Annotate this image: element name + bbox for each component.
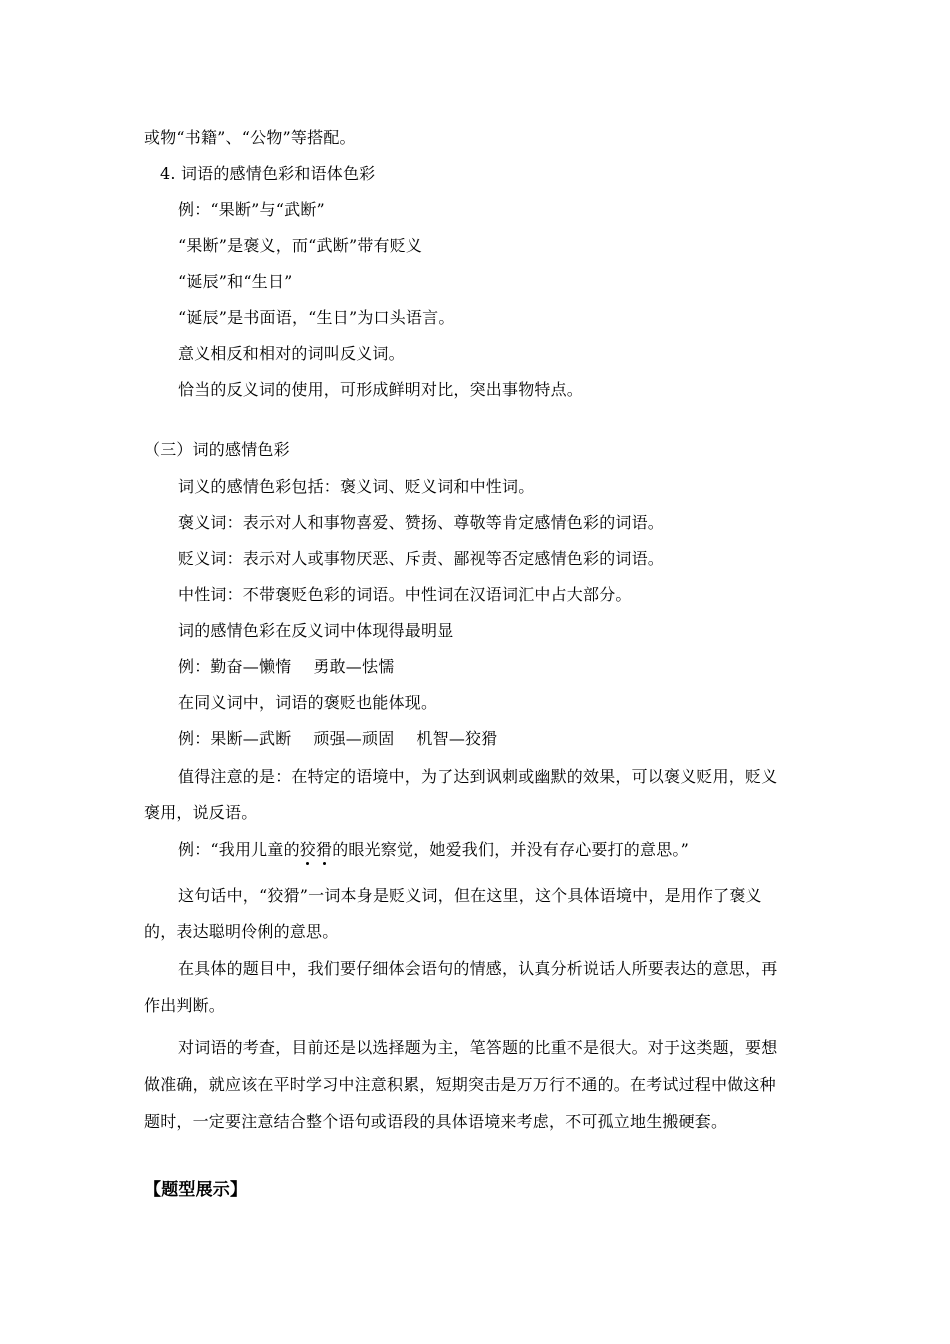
text-line: 作出判断。 <box>144 996 226 1015</box>
section-title: 【题型展示】 <box>144 1180 248 1200</box>
text-line: “诞辰”是书面语，“生日”为口头语言。 <box>178 308 455 327</box>
section-heading-3: （三）词的感情色彩 <box>144 440 290 459</box>
section-heading-4: 4. 词语的感情色彩和语体色彩 <box>160 164 376 183</box>
emphasis-char: 猾 <box>315 840 333 859</box>
example-pair: 例：勤奋—懒惰 <box>178 657 292 676</box>
text-line: 或物“书籍”、“公物”等搭配。 <box>144 128 356 147</box>
text-line: 恰当的反义词的使用，可形成鲜明对比，突出事物特点。 <box>178 380 584 399</box>
text-line: 中性词：不带褒贬色彩的词语。中性词在汉语词汇中占大部分。 <box>178 585 632 604</box>
text-line: “诞辰”和“生日” <box>178 272 293 291</box>
emphasis-char: 狡 <box>299 840 316 859</box>
text-line: 在同义词中，词语的褒贬也能体现。 <box>178 693 438 712</box>
text-line: “果断”是褒义，而“武断”带有贬义 <box>178 236 423 255</box>
text-line: 贬义词：表示对人或事物厌恶、斥责、鄙视等否定感情色彩的词语。 <box>178 549 665 568</box>
text-line: 褒用，说反语。 <box>144 803 258 822</box>
example-quote-line <box>178 840 689 860</box>
text-line: 做准确，就应该在平时学习中注意积累，短期突击是万万行不通的。在考试过程中做这种 <box>144 1075 776 1094</box>
quote-text: 的眼光察觉，她爱我们，并没有存心要打的意思。” <box>332 840 689 859</box>
text-line: 这句话中，“狡猾”一词本身是贬义词，但在这里，这个具体语境中，是用作了褒义 <box>178 886 762 905</box>
example-line <box>178 729 497 749</box>
text-line: 值得注意的是：在特定的语境中，为了达到讽刺或幽默的效果，可以褒义贬用，贬义 <box>178 767 778 786</box>
text-line: 意义相反和相对的词叫反义词。 <box>178 344 405 363</box>
text-line: 题时，一定要注意结合整个语句或语段的具体语境来考虑，不可孤立地生搬硬套。 <box>144 1112 728 1131</box>
example-line <box>178 657 394 677</box>
text-line: 的，表达聪明伶俐的意思。 <box>144 922 339 941</box>
example-pair: 勇敢—怯懦 <box>313 657 395 676</box>
text-line: 褒义词：表示对人和事物喜爱、赞扬、尊敬等肯定感情色彩的词语。 <box>178 513 665 532</box>
text-line: 在具体的题目中，我们要仔细体会语句的情感，认真分析说话人所要表达的意思，再 <box>178 959 778 978</box>
quote-text: 例：“我用儿童的 <box>178 840 300 859</box>
text-line: 对词语的考查，目前还是以选择题为主，笔答题的比重不是很大。对于这类题，要想 <box>178 1038 778 1057</box>
example-pair: 例：果断—武断 <box>178 729 292 748</box>
text-line: 例：“果断”与“武断” <box>178 200 325 219</box>
example-pair: 顽强—顽固 <box>313 729 395 748</box>
text-line: 词义的感情色彩包括：褒义词、贬义词和中性词。 <box>178 477 535 496</box>
text-line: 词的感情色彩在反义词中体现得最明显 <box>178 621 454 640</box>
example-pair: 机智—狡猾 <box>416 729 498 748</box>
